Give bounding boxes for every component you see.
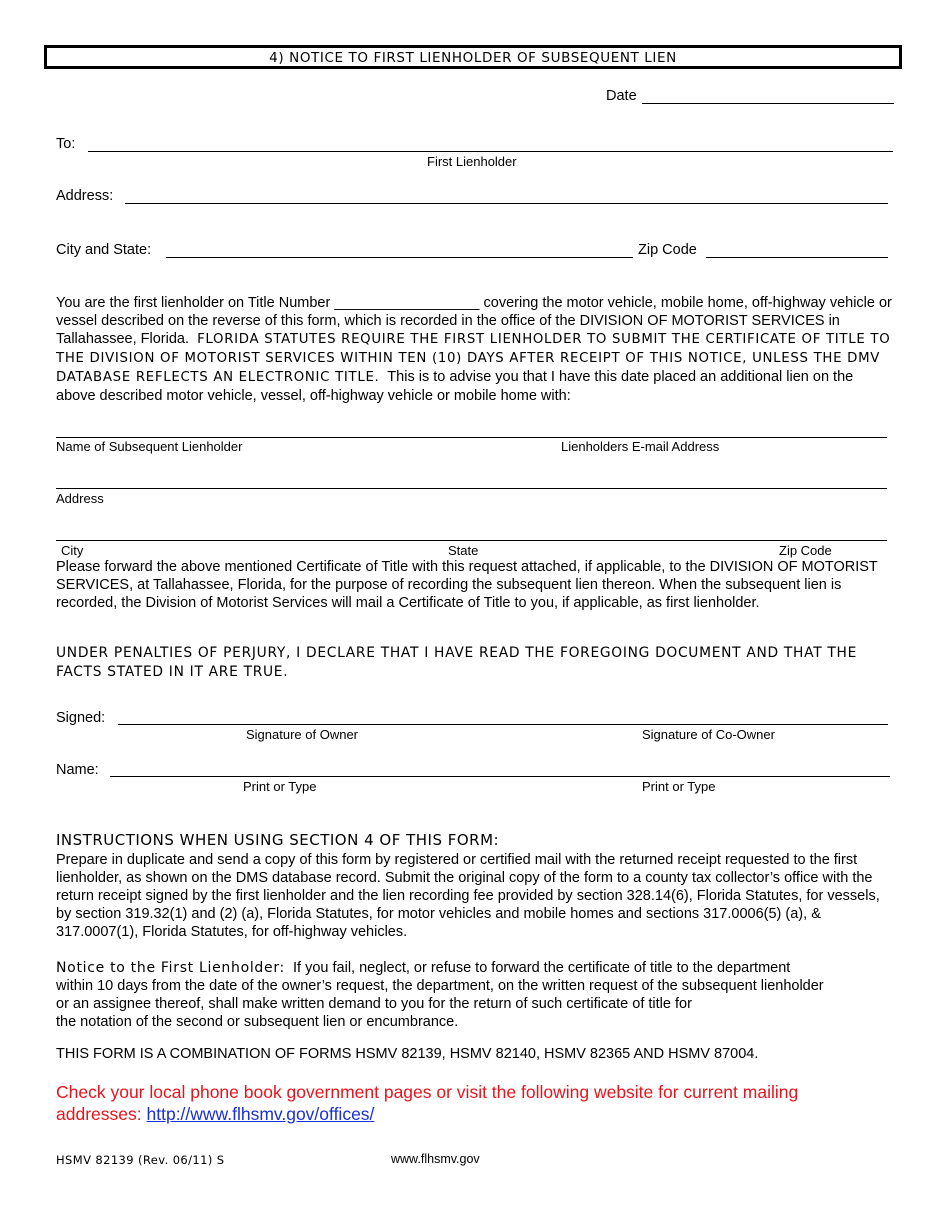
form-code: HSMV 82139 (Rev. 06/11) S (56, 1153, 225, 1167)
notice-line-1: If you fail, neglect, or refuse to forward the certificate of title to the department (293, 960, 791, 976)
state-label: State (448, 543, 479, 558)
city-state-label: City and State: (56, 242, 152, 258)
name-label: Name: (56, 762, 99, 778)
signed-label: Signed: (56, 710, 106, 726)
subsequent-lienholder-label: Name of Subsequent Lienholder (56, 439, 243, 454)
colon: : (136, 1104, 142, 1124)
to-field[interactable] (88, 151, 893, 152)
name-field[interactable] (110, 776, 890, 777)
notice-text-b: This is to advise you that I have this date placed an additional lien on the above described motor vehicle, vessel, off-highway vehicle or mobile home with: (56, 369, 854, 404)
notice-line-4: the notation of the second or subsequent lien or encumbrance. (56, 1014, 459, 1030)
address-label: Address: (56, 188, 114, 204)
print-type-caption-2: Print or Type (642, 779, 716, 794)
forward-paragraph: Please forward the above mentioned Certificate of Title with this request attached, if applicable, to the DIVISION OF MOTORIST SERVICES, at Tallahassee, Florida, for the purpose of recording the subsequent lien thereon. When the subsequent lien is recorded, the Division of Motorist Services will mail a Certificate of Title to you, if applicable, as first lienholder. (56, 559, 878, 611)
perjury-declaration: UNDER PENALTIES OF PERJURY, I DECLARE THAT I HAVE READ THE FOREGOING DOCUMENT AND THAT THE FACTS STATED IN IT ARE TRUE. (56, 645, 858, 680)
notice-line-3: or an assignee thereof, shall make written demand to you for the return of such certificate of title for (56, 996, 692, 1012)
signature-field[interactable] (118, 724, 888, 725)
print-type-caption-1: Print or Type (243, 779, 317, 794)
mailing-address-notice (56, 1081, 906, 1125)
lienholder-notice-paragraph (56, 294, 892, 405)
subsequent-city-state-zip-field[interactable] (56, 540, 887, 541)
signature-coowner-caption: Signature of Co-Owner (642, 727, 775, 742)
subsequent-zip-label: Zip Code (779, 543, 832, 558)
subsequent-address-field[interactable] (56, 488, 887, 489)
mailing-notice-line-2: addresses (56, 1104, 137, 1124)
date-field[interactable] (642, 103, 894, 104)
instructions-text: Prepare in duplicate and send a copy of this form by registered or certified mail with the returned receipt requested to the first lienholder, as shown on the DMS database record. Submit the original copy of the form to a county tax collector’s office with the return receipt signed by the first lienholder and the lien recording fee provided by section 328.14(6), Florida Statutes, for vessels, by section 319.32(1) and (2) (a), Florida Statutes, for motor vehicles and mobile homes and sections 317.0006(5) (a), & 317.0007(1), Florida Statutes, for off-highway vehicles. (56, 852, 880, 940)
subsequent-lienholder-field[interactable] (56, 437, 887, 438)
zip-field[interactable] (706, 257, 888, 258)
footer-website: www.flhsmv.gov (391, 1152, 480, 1166)
signature-owner-caption: Signature of Owner (246, 727, 359, 742)
zip-label: Zip Code (638, 242, 697, 258)
notice-text-a: You are the first lienholder on Title Number __________________ covering the motor vehicle, mobile home, off-highway vehicle or vessel described on the reverse of this form, which is recorded in the office of the DIVISION OF MOTORIST SERVICES in Tallahassee, Florida. (56, 295, 892, 347)
form-combination-note: THIS FORM IS A COMBINATION OF FORMS HSMV 82139, HSMV 82140, HSMV 82365 AND HSMV 87004. (56, 1046, 759, 1062)
city-state-field[interactable] (166, 257, 633, 258)
mailing-notice-line-1: Check your local phone book government pages or visit the following website for current mailing (56, 1082, 799, 1102)
city-label: City (61, 543, 84, 558)
to-label: To: (56, 136, 76, 152)
first-lienholder-notice (56, 959, 896, 1031)
date-label: Date (606, 88, 637, 104)
email-label: Lienholders E-mail Address (561, 439, 720, 454)
instructions-heading: INSTRUCTIONS WHEN USING SECTION 4 OF THIS FORM: (56, 831, 500, 849)
address-field[interactable] (125, 203, 888, 204)
notice-line-2: within 10 days from the date of the owner’s request, the department, on the written request of the subsequent lienholder (56, 978, 824, 994)
offices-link[interactable]: http://www.flhsmv.gov/offices/ (146, 1104, 375, 1124)
notice-label: Notice to the First Lienholder: (56, 960, 285, 976)
statute-requirement-text: FLORIDA STATUTES REQUIRE THE FIRST LIENHOLDER TO SUBMIT THE CERTIFICATE OF TITLE TO THE DIVISION OF MOTORIST SERVICES WITHIN TEN (10) DAYS AFTER RECEIPT OF THIS NOTICE, UNLESS THE DMV DATABASE REFLECTS AN ELECTRONIC TITLE. (56, 332, 891, 385)
subsequent-address-label: Address (56, 491, 104, 506)
first-lienholder-caption: First Lienholder (427, 154, 517, 169)
form-title: 4) NOTICE TO FIRST LIENHOLDER OF SUBSEQUENT LIEN (44, 45, 902, 69)
